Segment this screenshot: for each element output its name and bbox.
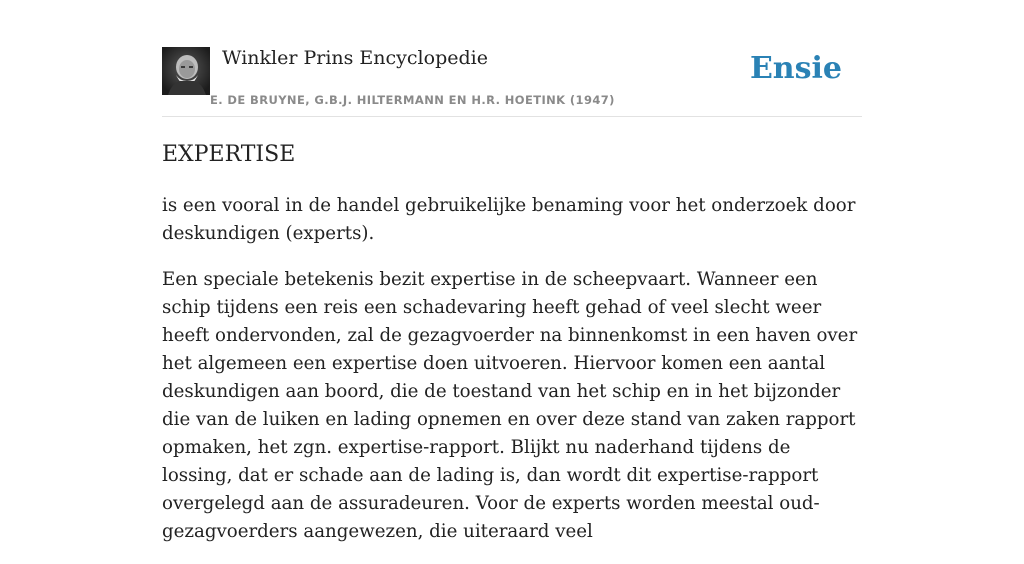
page-header [162,46,862,117]
entry-paragraph: is een vooral in de handel gebruikelijke benaming voor het onderzoek door deskundigen (experts). [162,195,856,244]
entry-title: EXPERTISE [162,142,296,167]
author-avatar[interactable] [162,47,210,95]
entry-paragraph: Een speciale betekenis bezit expertise in de scheepvaart. Wanneer een schip tijdens een reis een schadevaring heeft gehad of veel slecht weer heeft ondervonden, zal de gezagvoerder na binnenkomst in een haven over het algemeen een expertise doen uitvoeren. Hiervoor komen een aantal deskundigen aan boord, die de toestand van het schip en in het bijzonder die van de luiken en lading opnemen en over deze stand van zaken rapport opmaken, het zgn. expertise-rapport. Blijkt nu naderhand tijdens de lossing, dat er schade aan de lading is, dan wordt dit expertise-rapport overgelegd aan de assuradeuren. Voor de experts worden meestal oud-gezagvoerders aangewezen, die uiteraard veel [162,269,858,542]
author-portrait-icon [162,47,210,95]
brand-logo-link[interactable]: Ensie [749,51,842,86]
entry-content [162,192,862,564]
book-authors: E. DE BRUYNE, G.B.J. HILTERMANN EN H.R. HOETINK (1947) [210,93,615,107]
book-title[interactable]: Winkler Prins Encyclopedie [222,47,488,69]
